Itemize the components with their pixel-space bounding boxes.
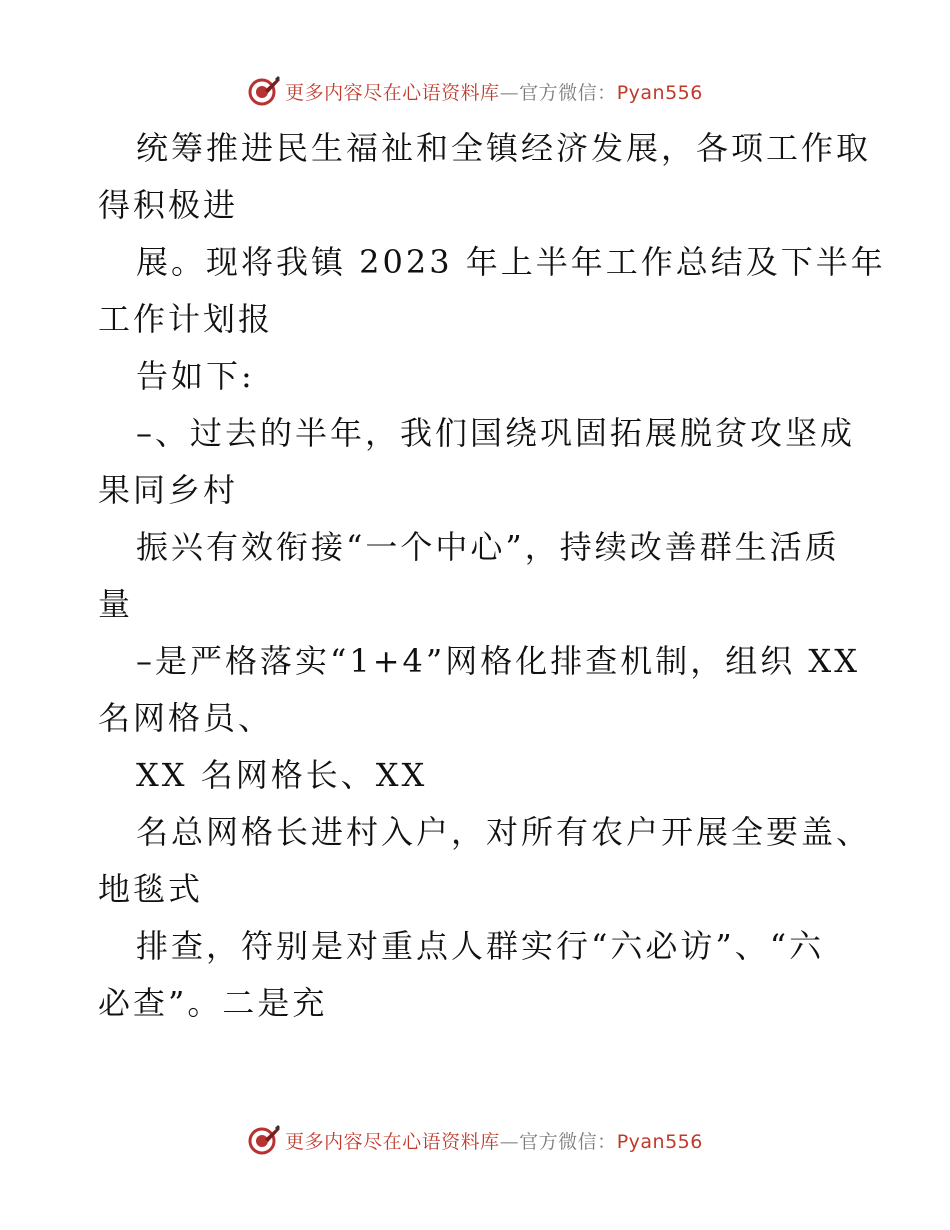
footer-banner — [0, 1120, 950, 1160]
banner-separator: — — [499, 81, 520, 104]
pen-circle-icon — [247, 74, 281, 108]
header-banner — [0, 71, 950, 111]
banner-separator: — — [499, 1130, 520, 1153]
banner-brand: 更多内容尽在心语资料库 — [285, 1130, 500, 1153]
banner-brand: 更多内容尽在心语资料库 — [285, 81, 500, 104]
body-line: 量 — [98, 585, 134, 623]
banner-text — [285, 1127, 703, 1154]
banner-official-label: 官方微信： — [519, 1130, 617, 1153]
body-line: 名总网格长进村入户，对所有农户开展全要盖、 — [136, 813, 872, 851]
body-line: 告如下: — [136, 357, 255, 395]
body-line: 名网格员、 — [98, 699, 274, 737]
body-line: 必查”。二是充 — [98, 984, 328, 1022]
document-body — [98, 124, 886, 1036]
body-line: –、过去的半年，我们国绕巩固拓展脱贫攻坚成 — [136, 414, 856, 452]
body-line: 地毯式 — [98, 870, 204, 908]
body-line: XX 名网格长、XX — [136, 756, 428, 794]
body-line: 排查，符别是对重点人群实行“六必访”、“六 — [136, 927, 825, 965]
body-line: 工作计划报 — [98, 300, 274, 338]
body-line: 得积极进 — [98, 186, 239, 224]
body-line: 振兴有效衔接“一个中心”，持续改善群生活质 — [136, 528, 840, 566]
banner-wechat-id: Pyan556 — [616, 81, 703, 104]
body-line: 展。现将我镇 2023 年上半年工作总结及下半年 — [136, 243, 886, 281]
body-line: –是严格落实“1+4”网格化排查机制，组织 XX — [136, 642, 860, 680]
banner-text — [285, 78, 703, 105]
body-line: 果同乡村 — [98, 471, 239, 509]
banner-official-label: 官方微信： — [519, 81, 617, 104]
banner-wechat-id: Pyan556 — [616, 1130, 703, 1153]
body-line: 统筹推进民生福祉和全镇经济发展，各项工作取 — [136, 129, 872, 167]
pen-circle-icon — [247, 1123, 281, 1157]
